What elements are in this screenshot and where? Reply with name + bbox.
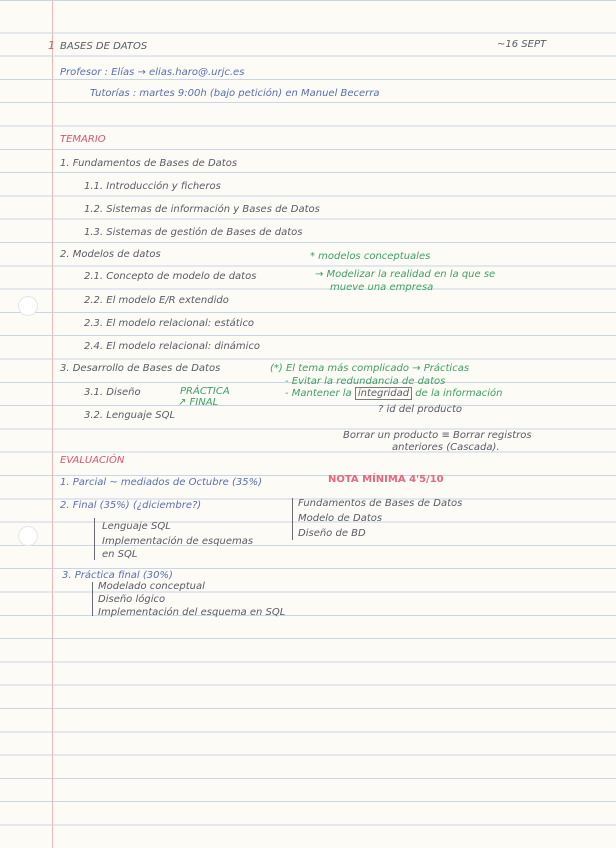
note-evitar: - Evitar la redundancia de datos bbox=[285, 376, 446, 387]
practica-item: Diseño lógico bbox=[98, 594, 166, 605]
temario-item: 2.2. El modelo E/R extendido bbox=[84, 295, 229, 306]
final-right-item: Diseño de BD bbox=[298, 528, 366, 539]
brace-practica bbox=[92, 582, 93, 616]
temario-item: 1. Fundamentos de Bases de Datos bbox=[60, 158, 238, 169]
temario-item: 3.1. Diseño bbox=[84, 387, 141, 398]
final-right-item: Modelo de Datos bbox=[298, 513, 383, 524]
tutorias-line: Tutorías : martes 9:00h (bajo petición) en Manuel Becerra bbox=[90, 88, 380, 99]
practica-item: Modelado conceptual bbox=[98, 581, 205, 592]
punch-hole bbox=[18, 526, 38, 546]
note-borrar: Borrar un producto ≡ Borrar registros bbox=[343, 430, 532, 441]
practica-item: Implementación del esquema en SQL bbox=[98, 607, 286, 618]
note-mantener: - Mantener la integridad de la información bbox=[285, 388, 503, 399]
temario-heading: TEMARIO bbox=[60, 134, 106, 145]
evaluacion-heading: EVALUACIÓN bbox=[60, 455, 125, 466]
note-borrar-2: anteriores (Cascada). bbox=[392, 442, 500, 453]
date: ~16 SEPT bbox=[497, 39, 547, 50]
final-left-item: Implementación de esquemas bbox=[102, 536, 254, 547]
note-modelizar: → Modelizar la realidad en la que se bbox=[315, 269, 496, 280]
note-modelizar-2: mueve una empresa bbox=[330, 282, 434, 293]
temario-item: 3. Desarrollo de Bases de Datos bbox=[60, 363, 221, 374]
integridad-box: integridad bbox=[355, 387, 412, 400]
note-tema-complicado: (*) El tema más complicado → Prácticas bbox=[270, 363, 470, 374]
note-modelos-conceptuales: * modelos conceptuales bbox=[310, 251, 431, 262]
temario-item: 2. Modelos de datos bbox=[60, 249, 161, 260]
temario-item: 3.2. Lenguaje SQL bbox=[84, 410, 176, 421]
brace-left bbox=[94, 518, 95, 560]
note-practica: PRÁCTICA bbox=[180, 386, 230, 397]
temario-item: 2.4. El modelo relacional: dinámico bbox=[84, 341, 261, 352]
note-id-producto: ? id del producto bbox=[378, 404, 463, 415]
evaluacion-parcial: 1. Parcial ~ mediados de Octubre (35%) bbox=[60, 477, 263, 488]
temario-item: 1.2. Sistemas de información y Bases de Datos bbox=[84, 204, 320, 215]
page-marker: 1 bbox=[48, 39, 55, 52]
evaluacion-final: 2. Final (35%) (¿diciembre?) bbox=[60, 500, 202, 511]
page-title: BASES DE DATOS bbox=[60, 41, 148, 52]
punch-hole bbox=[18, 296, 38, 316]
note-final: ↗ FINAL bbox=[178, 397, 219, 408]
final-right-item: Fundamentos de Bases de Datos bbox=[298, 498, 463, 509]
temario-item: 2.1. Concepto de modelo de datos bbox=[84, 271, 257, 282]
professor-line: Profesor : Elías → elias.haro@.urjc.es bbox=[60, 67, 245, 78]
final-left-item: en SQL bbox=[102, 549, 138, 560]
nota-minima: NOTA MÍNIMA 4'5/10 bbox=[328, 474, 444, 485]
temario-item: 2.3. El modelo relacional: estático bbox=[84, 318, 255, 329]
final-left-item: Lenguaje SQL bbox=[102, 521, 171, 532]
temario-item: 1.3. Sistemas de gestión de Bases de datos bbox=[84, 227, 303, 238]
margin-line bbox=[52, 0, 53, 848]
evaluacion-practica: 3. Práctica final (30%) bbox=[62, 570, 173, 581]
temario-item: 1.1. Introducción y ficheros bbox=[84, 181, 221, 192]
brace-right bbox=[292, 498, 293, 540]
